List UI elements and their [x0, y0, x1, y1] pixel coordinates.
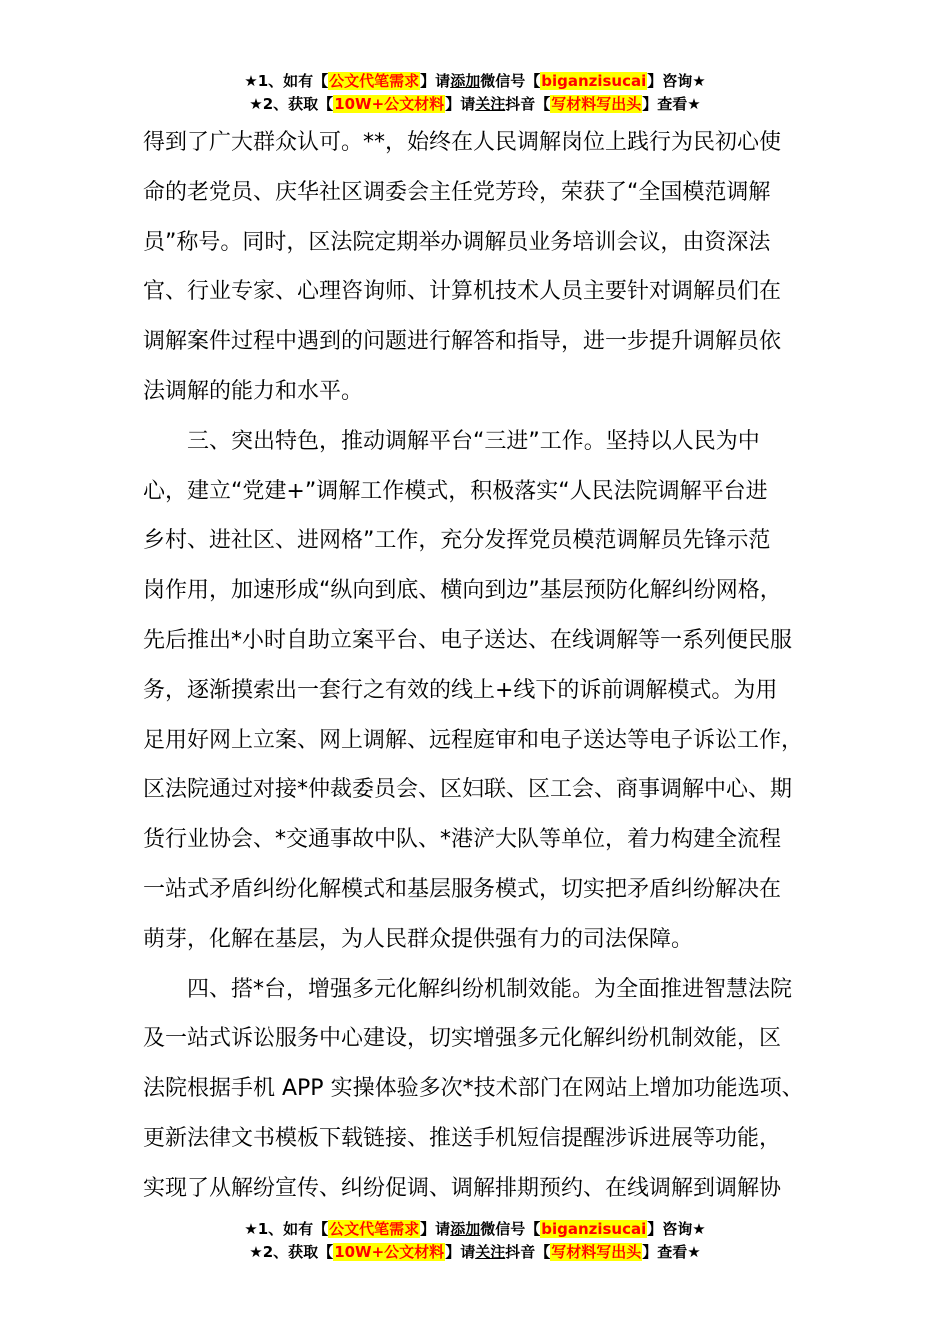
text-line: 实现了从解纷宣传、纠纷促调、调解排期预约、在线调解到调解协 — [143, 1175, 782, 1201]
text-line: 及一站式诉讼服务中心建设，切实增强多元化解纠纷机制效能，区 — [143, 1026, 782, 1052]
text-line: 区法院通过对接*仲裁委员会、区妇联、区工会、商事调解中心、期 — [143, 777, 793, 803]
banner-text: 】查看★ — [642, 95, 701, 113]
text-line: 一站式矛盾纠纷化解模式和基层服务模式，切实把矛盾纠纷解决在 — [143, 876, 782, 902]
banner-text: ★2、获取【 — [249, 1243, 334, 1261]
banner-text: 】咨询★ — [647, 1220, 706, 1238]
banner-text: 】请 — [445, 95, 476, 113]
emphasis-text: 关注 — [475, 95, 506, 113]
emphasis-text: 关注 — [475, 1243, 506, 1261]
text-line: 命的老党员、庆华社区调委会主任党芳玲，荣获了“全国模范调解 — [143, 179, 771, 205]
banner-text: ★1、如有【 — [244, 1220, 329, 1238]
text-line: 心，建立“党建+”调解工作模式，积极落实“人民法院调解平台进 — [143, 478, 768, 504]
highlight-text: biganzisucai — [541, 1220, 647, 1238]
section-heading-line: 三、突出特色，推动调解平台“三进”工作。坚持以人民为中 — [187, 428, 760, 454]
text-line: 务，逐渐摸索出一套行之有效的线上+线下的诉前调解模式。为用 — [143, 677, 778, 703]
banner-line-2 — [0, 93, 950, 116]
text-line: 萌芽，化解在基层，为人民群众提供强有力的司法保障。 — [143, 926, 694, 952]
section-heading-line: 四、搭*台，增强多元化解纠纷机制效能。为全面推进智慧法院 — [187, 976, 793, 1002]
highlight-text: 10W+公文材料 — [334, 1243, 445, 1261]
text-line: 法调解的能力和水平。 — [143, 378, 364, 404]
text-line: 先后推出*小时自助立案平台、电子送达、在线调解等一系列便民服 — [143, 627, 793, 653]
banner-text: ★1、如有【 — [244, 72, 329, 90]
banner-text: 】请 — [445, 1243, 476, 1261]
banner-text: 】咨询★ — [647, 72, 706, 90]
text-line: 货行业协会、*交通事故中队、*港浐大队等单位，着力构建全流程 — [143, 827, 782, 853]
banner-text: ★2、获取【 — [249, 95, 334, 113]
highlight-text: biganzisucai — [541, 72, 647, 90]
highlight-text: 公文代笔需求 — [329, 72, 420, 90]
text-line: 岗作用，加速形成“纵向到底、横向到边”基层预防化解纠纷网格， — [143, 578, 782, 604]
text-line: 更新法律文书模板下载链接、推送手机短信提醒涉诉进展等功能， — [143, 1125, 782, 1151]
banner-text: 】请 — [420, 1220, 451, 1238]
banner-line-1 — [0, 70, 950, 93]
highlight-text: 公文代笔需求 — [329, 1220, 420, 1238]
text-line: 足用好网上立案、网上调解、远程庭审和电子送达等电子诉讼工作， — [143, 727, 804, 753]
highlight-text: 写材料写出头 — [551, 95, 642, 113]
text-line: 乡村、进社区、进网格”工作，充分发挥党员模范调解员先锋示范 — [143, 528, 771, 554]
banner-text: 微信号【 — [480, 72, 541, 90]
text-line: 得到了广大群众认可。**，始终在人民调解岗位上践行为民初心使 — [143, 130, 782, 155]
banner-line-1 — [0, 1218, 950, 1241]
banner-line-2 — [0, 1241, 950, 1264]
highlight-text: 写材料写出头 — [551, 1243, 642, 1261]
text-line: 官、行业专家、心理咨询师、计算机技术人员主要针对调解员们在 — [143, 279, 782, 305]
text-line: 员”称号。同时，区法院定期举办调解员业务培训会议，由资深法 — [143, 229, 771, 255]
banner-text: 抖音【 — [505, 95, 551, 113]
document-body — [143, 118, 833, 1214]
banner-text: 微信号【 — [480, 1220, 541, 1238]
text-line: 调解案件过程中遇到的问题进行解答和指导，进一步提升调解员依 — [143, 329, 782, 355]
text-line: 法院根据手机 APP 实操体验多次*技术部门在网站上增加功能选项、 — [143, 1076, 804, 1102]
footer-banner — [0, 1218, 950, 1264]
banner-text: 】请 — [420, 72, 451, 90]
banner-text: 抖音【 — [505, 1243, 551, 1261]
emphasis-text: 添加 — [450, 72, 481, 90]
header-banner — [0, 70, 950, 116]
highlight-text: 10W+公文材料 — [334, 95, 445, 113]
banner-text: 】查看★ — [642, 1243, 701, 1261]
emphasis-text: 添加 — [450, 1220, 481, 1238]
